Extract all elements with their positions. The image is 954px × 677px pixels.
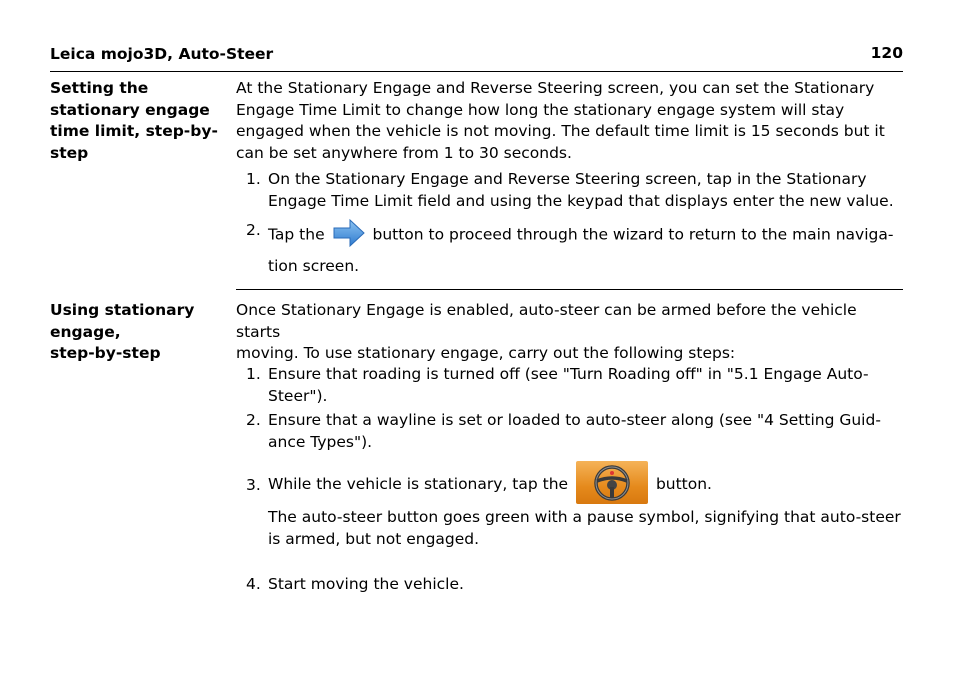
section-divider [236,289,903,290]
section2-intro: Once Stationary Engage is enabled, auto-steer can be armed before the vehicle starts moving. To use stationary engage, carry out the following steps: [236,301,857,362]
section1-step-2: 2. Tap the button to proceed through the wizard to return to the main naviga- tion screen. [236,220,904,278]
page-number: 120 [870,44,903,62]
running-header-title: Leica mojo3D, Auto-Steer [50,45,274,63]
section1-step-1: 1. On the Stationary Engage and Reverse Steering screen, tap in the Stationary Engage Time Limit field and using the keypad that displays enter the new value. [246,170,894,210]
section2-step-3: 3. While the vehicle is stationary, tap the button. [236,463,904,506]
section1-intro: At the Stationary Engage and Reverse Steering screen, you can set the Stationary Engage Time Limit to change how long the stationary engage system will stay engaged when the vehicle is not moving. The default time limit is 15 seconds but it can be set anywhere from 1 to 30 seconds. [236,79,885,162]
section2-step-2: 2. Ensure that a wayline is set or loaded to auto-steer along (see "4 Setting Guid- ance Types"). [246,411,881,451]
section-heading-time-limit: Setting the stationary engage time limit, step-by- step [50,79,218,162]
next-arrow-icon [332,218,366,248]
section2-step-1: 1. Ensure that roading is turned off (see "Turn Roading off" in "5.1 Engage Auto- Steer"). [246,365,869,405]
section2-step-3-note: The auto-steer button goes green with a pause symbol, signifying that auto-steer is armed, but not engaged. [268,508,901,548]
section2-step-4: 4. Start moving the vehicle. [246,575,464,593]
section-heading-using-stationary-engage: Using stationary engage, step-by-step [50,301,195,362]
steering-wheel-icon [576,461,648,504]
header-rule [50,71,903,72]
